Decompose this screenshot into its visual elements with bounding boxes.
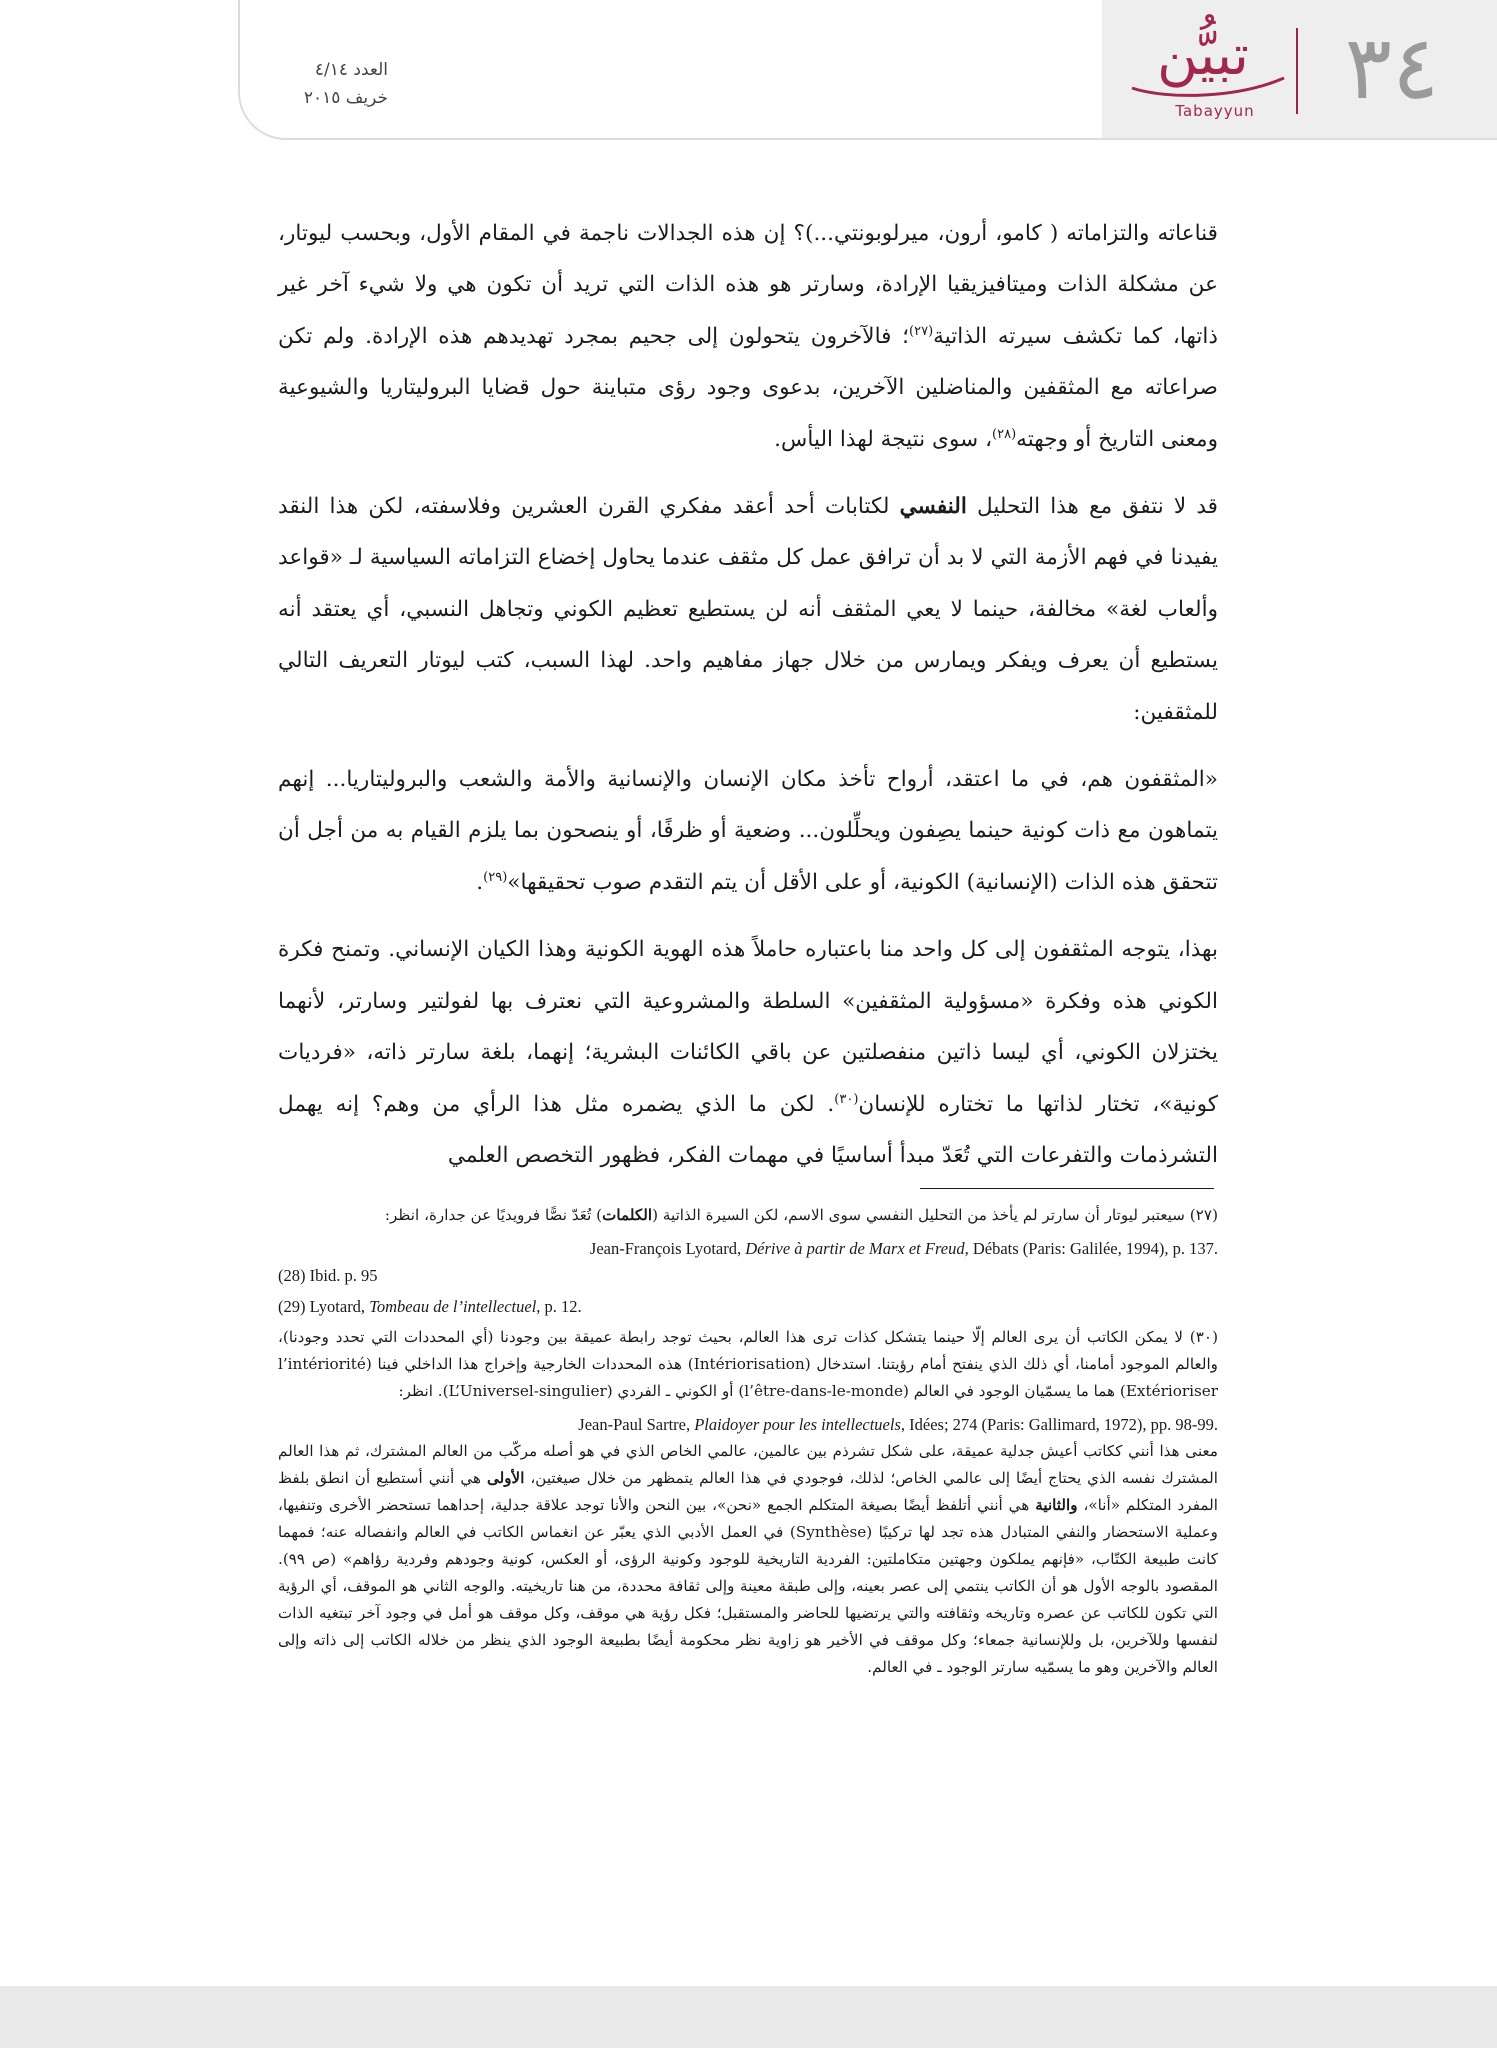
journal-logo-latin: Tabayyun xyxy=(1175,102,1255,120)
issue-season: خريف ٢٠١٥ xyxy=(303,88,388,108)
footnote-30-reference: Jean-Paul Sartre, Plaidoyer pour les intellectuels, Idées; 274 (Paris: Gallimard, 1972), pp. 98-99. xyxy=(578,1415,1218,1434)
footnote-27: (٢٧) سيعتبر ليوتار أن سارتر لم يأخذ من التحليل النفسي سوى الاسم، لكن السيرة الذاتية (الكلمات) تُعَدّ نصًّا فرويديًا عن جدارة، انظر: xyxy=(384,1206,1218,1224)
footnote-27-reference: Jean-François Lyotard, Dérive à partir de Marx et Freud, Débats (Paris: Galilée, 1994), p. 137. xyxy=(589,1239,1218,1258)
paragraph-2: قد لا نتفق مع هذا التحليل النفسي لكتابات أحد أعقد مفكري القرن العشرين وفلاسفته، لكن هذا النقد يفيدنا في فهم الأزمة التي لا بد أن ترافق عمل كل مثقف عندما يحاول إخضاع التزاماته السياسية لـ «قواعد وألعاب لغة» مخالفة، حينما لا يعي المثقف أنه لن يستطيع تعظيم الكوني وتجاهل النسبي، أي يعتقد أنه يستطيع أن يعرف ويفكر ويمارس من خلال جهاز مفاهيم واحد. لهذا السبب، كتب ليوتار التعريف التالي للمثقفين: xyxy=(278,494,1218,725)
article-body xyxy=(278,208,1218,1197)
footnotes xyxy=(278,1202,1218,1687)
paragraph-3-quote: «المثقفون هم، في ما اعتقد، أرواح تأخذ مكان الإنسان والإنسانية والأمة والشعب والبروليتاريا... إنهم يتماهون مع ذات كونية حينما يصِفون ويحلِّلون... وضعية أو ظرفًا، أو ينصحون بما يلزم القيام به من أجل أن تتحقق هذه الذات (الإنسانية) الكونية، أو على الأقل أن يتم التقدم صوب تحقيقها»$^{(٢٩)}$. xyxy=(278,767,1218,895)
paragraph-4: بهذا، يتوجه المثقفون إلى كل واحد منا باعتباره حاملاً هذه الهوية الكونية وهذا الكيان الإنساني. وتمنح فكرة الكوني هذه وفكرة «مسؤولية المثقفين» السلطة والمشروعية التي نعترف بها لفولتير وسارتر، لأنهما يختزلان الكوني، أي ليسا ذاتين منفصلتين عن باقي الكائنات البشرية؛ إنهما، بلغة سارتر ذاته، «فرديات كونية»، تختار لذاتها ما تختاره للإنسان$^{(٣٠)}$. لكن ما الذي يضمره مثل هذا الرأي من وهم؟ إنه يهمل التشرذمات والتفرعات التي تُعَدّ مبدأ أساسيًا في مهمات الفكر، فظهور التخصص العلمي xyxy=(278,937,1219,1168)
issue-info xyxy=(268,56,388,112)
footnote-divider xyxy=(920,1188,1214,1189)
logo-swash-icon xyxy=(1128,70,1288,100)
footnote-30-continuation: معنى هذا أنني ككاتب أعيش جدلية عميقة، على شكل تشرذم بين عالمين، عالمي الخاص الذي في هو أصله مركّب من العالم المشترك، ثم هذا العالم المشترك نفسه الذي يحتاج أيضًا إلى عالمي الخاص؛ لذلك، فوجودي في هذا العالم يتمظهر من خلال صيغتين، الأولى هي أنني أستطيع أن انطق بلفظ المفرد المتكلم «أنا»، والثانية هي أنني أتلفظ أيضًا بصيغة المتكلم الجمع «نحن»، بين النحن والأنا توجد علاقة جدلية، إحداهما تستحضر الأخرى وتنفيها، وعملية الاستحضار والنفي المتبادل هذه تجد لها تركيبًا (Synthèse) في العمل الأدبي الذي يعبّر عن انغماس الكاتب في العالم وانفصاله عنه؛ فمهما كانت طبيعة الكتّاب، «فإنهم يملكون وجهتين متكاملتين: الفردية التاريخية للوجود وكونية الرؤى، أو العكس، كونية وجودهم وفردية رؤاهم» (ص ٩٩). المقصود بالوجه الأول هو أن الكاتب ينتمي إلى عصر بعينه، وإلى طبقة معينة وإلى ثقافة محددة، من هنا تاريخيته. والوجه الثاني هو الموقف، أي الرؤية التي تكون للكاتب عن عصره وتاريخه وثقافته والتي يرتضيها للحاضر والمستقبل؛ فكل رؤية هي موقف، وكل موقف هو أمل في وجود آخر تبتغيه الذات لنفسها وللآخرين، بل وللإنسانية جمعاء؛ وكل موقف في الأخير هو زاوية نظر محكومة أيضًا بطبيعة الوجود الذي ينظر من خلاله الكاتب إلى ذاته وإلى العالم والآخرين وهو ما يسمّيه سارتر الوجود ـ في العالم. xyxy=(278,1442,1218,1676)
paragraph-1: قناعاته والتزاماته ( كامو، أرون، ميرلوبونتي...)؟ إن هذه الجدالات ناجمة في المقام الأول، وبحسب ليوتار، عن مشكلة الذات وميتافيزيقيا الإرادة، وسارتر هو هذه الذات التي تريد أن تكون هي ولا شيء آخر غير ذاتها، كما تكشف سيرته الذاتية$^{(٢٧)}$؛ فالآخرون يتحولون إلى جحيم بمجرد تهديدهم هذه الإرادة. ولم تكن صراعاته مع المثقفين والمناضلين الآخرين، بدعوى وجود رؤى متباينة حول قضايا البروليتاريا والشيوعية ومعنى التاريخ أو وجهته$^{(٢٨)}$، سوى نتيجة لهذا اليأس. xyxy=(278,221,1219,452)
footnote-ref-29[interactable]: (٢٩) xyxy=(483,869,508,885)
footnote-29: (29) Lyotard, Tombeau de l’intellectuel, p. 12. xyxy=(278,1297,582,1316)
logo-divider xyxy=(1296,28,1298,114)
page-number: ٣٤ xyxy=(1344,16,1440,119)
footnote-30: (٣٠) لا يمكن الكاتب أن يرى العالم إلّا حينما يتشكل كذات ترى هذا العالم، بحيث توجد رابطة عميقة بين وجودنا (أي المحددات التي تحدد وجودنا)، والعالم الموجود أمامنا، أي ذلك الذي ينفتح أمام رؤيتنا. استدخال (Intériorisation) هذه المحددات الخارجية وإخراج هذا الداخلي فينا (l’intériorité Extérioriser) هما ما يسمّيان الوجود في العالم (l’être-dans-le-monde) أو الكوني ـ الفردي (L’Universel-singulier). انظر: xyxy=(278,1328,1218,1400)
footnote-ref-30[interactable]: (٣٠) xyxy=(834,1091,859,1107)
page-footer-band xyxy=(0,1986,1497,2048)
footnote-ref-28[interactable]: (٢٨) xyxy=(992,426,1017,442)
journal-logo: تبيُّن xyxy=(1156,23,1249,88)
footnote-ref-27[interactable]: (٢٧) xyxy=(909,323,934,339)
footnote-28: (28) Ibid. p. 95 xyxy=(278,1266,378,1285)
issue-number: العدد ٤/١٤ xyxy=(314,60,388,80)
